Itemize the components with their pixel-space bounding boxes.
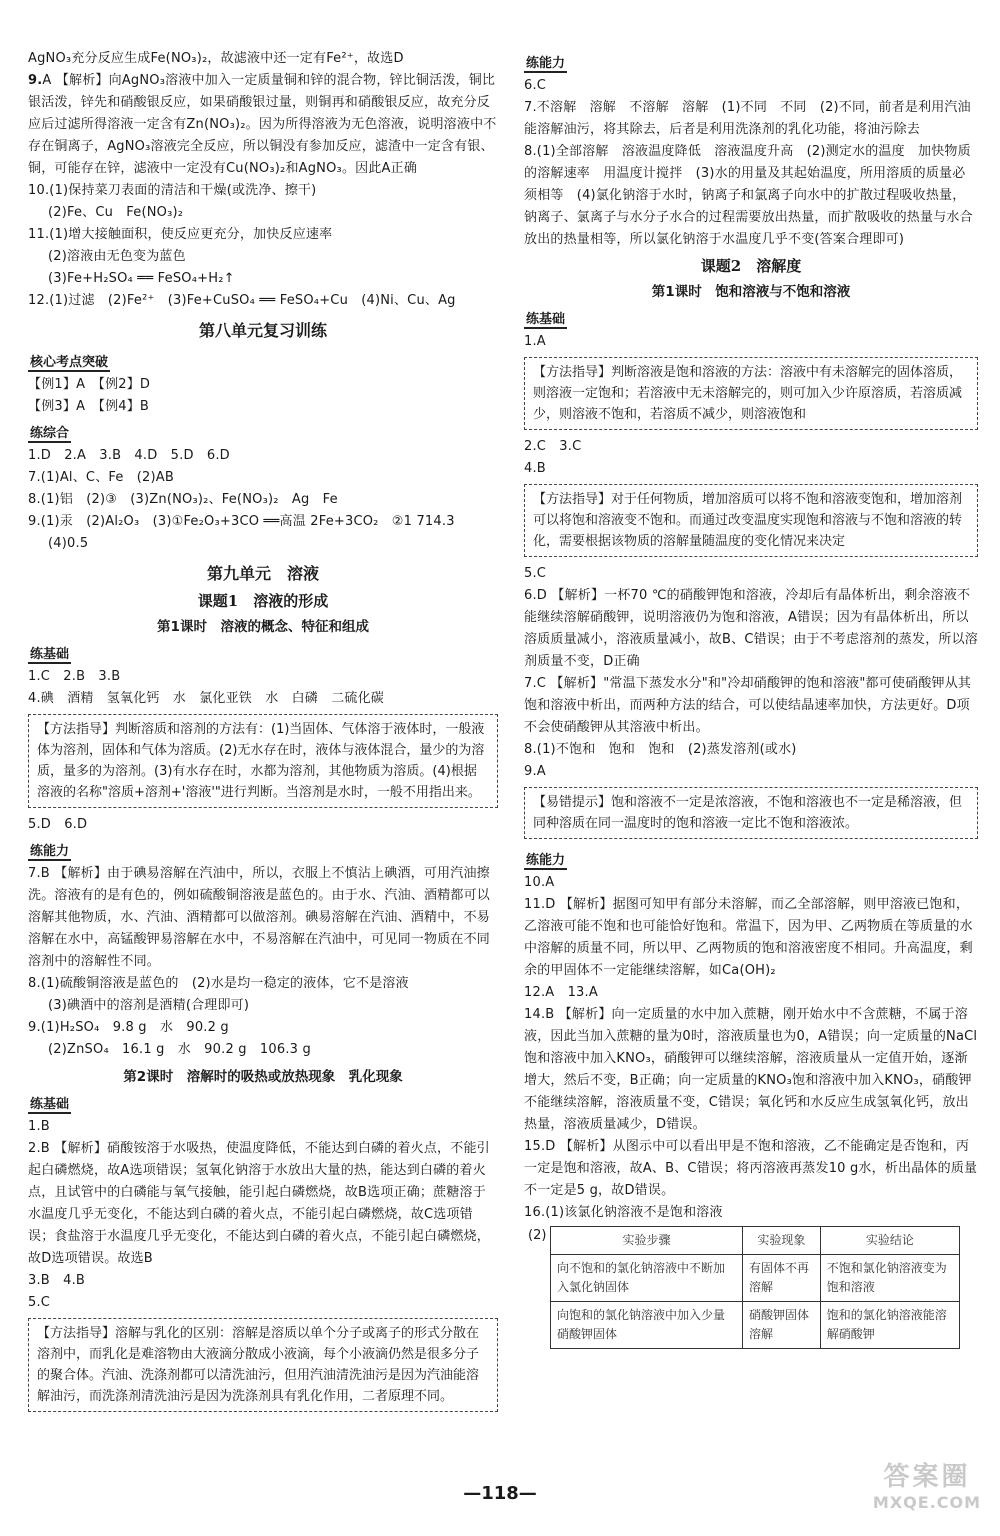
example-line: 【例1】A 【例2】D	[28, 377, 151, 392]
table-cell: 饱和的氯化钠溶液能溶解硝酸钾	[820, 1302, 959, 1349]
section-heading: 练综合	[28, 422, 71, 443]
answer-line: 1.A	[524, 334, 546, 349]
question-11: 11.(1)增大接触面积，使反应更充分，加快反应速率	[28, 227, 333, 242]
table-header: 实验步骤	[551, 1227, 743, 1255]
method-tip-box: 【方法指导】对于任何物质，增加溶质可以将不饱和溶液变饱和，增加溶剂可以将饱和溶液变不饱和。而通过改变温度实现饱和溶液与不饱和溶液的转化，需要根据该物质的溶解量随温度的变化情况来决定	[524, 484, 978, 557]
answer-line: 5.D 6.D	[28, 817, 88, 832]
question-9b: 9.(1)H₂SO₄ 9.8 g 水 90.2 g	[28, 1020, 229, 1035]
section-heading: 练能力	[524, 849, 567, 870]
answer-line: 1.B	[28, 1119, 50, 1134]
question-2: 2.B 【解析】硝酸铵溶于水吸热，使温度降低，不能达到白磷的着火点，不能引起白磷燃烧，故A选项错误；氢氧化钠溶于水放出大量的热，能达到白磷的着火点，且试管中的白磷能与氧气接触，能引起白磷燃烧，故B选项正确；蔗糖溶于水温度几乎无变化，不能达到白磷的着火点，不能引起白磷燃烧，故C选项错误；食盐溶于水温度几乎无变化，不能达到白磷的着火点，不能引起白磷燃烧，故D选项错误。故选B	[28, 1141, 491, 1266]
question-6: 6.D 【解析】一杯70 ℃的硝酸钾饱和溶液，冷却后有晶体析出，剩余溶液不能继续溶解硝酸钾，说明溶液仍为饱和溶液，A错误；因为有晶体析出，所以溶质质量减小，溶液质量减小，故B、C错误；由于不考虑溶剂的蒸发，所以溶剂质量不变，D正确	[524, 588, 978, 669]
question-number: 9.	[28, 73, 43, 88]
answer-line: 2.C 3.C	[524, 439, 582, 454]
experiment-table-wrap	[524, 1226, 978, 1349]
method-tip-box: 【方法指导】判断溶质和溶剂的方法有：(1)当固体、气体溶于液体时，一般液体为溶剂，固体和气体为溶质。(2)无水存在时，液体与液体混合，量少的为溶质，量多的为溶剂。(3)有水存在时，水都为溶剂，其他物质为溶质。(4)根据溶液的名称"溶质+溶剂+'溶液'"进行判断。当溶剂是水时，一般不用指出来。	[28, 714, 498, 808]
answer-line: 9.(1)汞 (2)Al₂O₃ (3)①Fe₂O₃+3CO ══高温 2Fe+3CO₂ ②1 714.3	[28, 514, 455, 529]
table-cell: 向不饱和的氯化钠溶液中不断加入氯化钠固体	[551, 1255, 743, 1302]
section-heading: 练基础	[28, 643, 71, 664]
watermark-text: 答案圈	[883, 1462, 971, 1492]
question-8-part: (3)碘酒中的溶剂是酒精(合理即可)	[48, 998, 250, 1013]
table-header: 实验结论	[820, 1227, 959, 1255]
answer-line: 5.C	[28, 1295, 51, 1310]
question-12: 12.(1)过滤 (2)Fe²⁺ (3)Fe+CuSO₄ ══ FeSO₄+Cu (4)Ni、Cu、Ag	[28, 293, 456, 308]
answer-line: 4.碘 酒精 氢氧化钙 水 氯化亚铁 水 白磷 二硫化碳	[28, 691, 385, 706]
period-title: 第2课时 溶解时的吸热或放热现象 乳化现象	[123, 1069, 403, 1085]
question-8: 8.(1)硫酸铜溶液是蓝色的 (2)水是均一稳定的液体，它不是溶液	[28, 976, 409, 991]
method-tip-box: 【方法指导】溶解与乳化的区别：溶解是溶质以单个分子或离子的形式分散在溶剂中，而乳化是难溶物由大液滴分散成小液滴，每个小液滴仍然是很多分子的聚合体。汽油、洗涤剂都可以清洗油污，但用汽油清洗油污是因为汽油能溶解油污，而洗涤剂清洗油污是因为洗涤剂具有乳化作用，二者原理不同。	[28, 1318, 498, 1412]
question-10-part: (2)Fe、Cu Fe(NO₃)₂	[48, 205, 184, 220]
question-14: 14.B 【解析】向一定质量的水中加入蔗糖，刚开始水中不含蔗糖，不属于溶液，因此当加入蔗糖的量为0时，溶液质量也为0，A错误；向一定质量的NaCl饱和溶液中加入KNO₃，硝酸钾可以继续溶解，溶液质量从一定值开始，逐渐增大，然后不变，B正确；向一定质量的KNO₃饱和溶液中加入KNO₃，硝酸钾不能继续溶解，溶液质量不变，C错误；氧化钙和水反应生成氢氧化钙，放出热量，溶液质量减少，D错误。	[524, 1007, 978, 1132]
table-prefix: (2)	[528, 1228, 547, 1243]
unit9-title: 第九单元 溶液	[206, 564, 319, 583]
table-cell: 不饱和氯化钠溶液变为饱和溶液	[820, 1255, 959, 1302]
text-line: AgNO₃充分反应生成Fe(NO₃)₂，故滤液中还一定有Fe²⁺，故选D	[28, 51, 404, 66]
method-tip-box: 【方法指导】判断溶液是饱和溶液的方法：溶液中有未溶解完的固体溶质，则溶液一定饱和；若溶液中无未溶解完的，则可加入少许原溶质，若溶质减少，则溶液不饱和，若溶质不减少，则溶液饱和	[524, 357, 978, 430]
question-7: 7.B 【解析】由于碘易溶解在汽油中，所以，衣服上不慎沾上碘酒，可用汽油擦洗。溶液有的是有色的，例如硫酸铜溶液是蓝色的。由于水、汽油、酒精都可以溶解其他物质，水、汽油、酒精都可以做溶剂。碘易溶解在汽油、酒精中，不易溶解在水中，高锰酸钾易溶解在水中，不易溶解在汽油中，可见同一物质在不同溶剂中的溶解性不同。	[28, 866, 491, 969]
question-11-part: (3)Fe+H₂SO₄ ══ FeSO₄+H₂↑	[48, 271, 235, 286]
error-tip-box: 【易错提示】饱和溶液不一定是浓溶液，不饱和溶液也不一定是稀溶液，但同种溶质在同一温度时的饱和溶液一定比不饱和溶液浓。	[524, 787, 978, 839]
question-16: 16.(1)该氯化钠溶液不是饱和溶液	[524, 1205, 723, 1220]
section-heading: 练能力	[28, 840, 71, 861]
question-9	[28, 70, 498, 180]
section-heading: 练基础	[28, 1093, 71, 1114]
table-cell: 硝酸钾固体溶解	[742, 1302, 820, 1349]
question-10: 10.A	[524, 875, 555, 890]
answer-line: 1.C 2.B 3.B	[28, 669, 121, 684]
unit8-title: 第八单元复习训练	[198, 321, 327, 340]
right-column	[524, 48, 978, 1349]
period-title: 第1课时 饱和溶液与不饱和溶液	[651, 284, 851, 300]
section-heading: 练能力	[524, 52, 567, 73]
lesson-title: 课题2 溶解度	[700, 257, 802, 275]
table-row	[551, 1255, 960, 1302]
section-heading: 核心考点突破	[28, 351, 110, 372]
table-row	[551, 1302, 960, 1349]
question-8: 8.(1)全部溶解 溶液温度降低 溶液温度升高 (2)测定水的温度 加快物质的溶解速率 用温度计搅拌 (3)水的用量及其起始温度，所用溶质的质量必须相等 (4)氯化钠溶于水时，钠离子和氯离子向水中的扩散过程吸收热量，钠离子、氯离子与水分子水合的过程需要放出热量，而扩散吸收的热量与水合放出的热量相等，所以氯化钠溶于水温度几乎不变(答案合理即可)	[524, 144, 973, 247]
answer-line: 6.C	[524, 78, 547, 93]
experiment-table	[550, 1226, 960, 1349]
period-title: 第1课时 溶液的概念、特征和组成	[157, 619, 369, 635]
question-7b: 7.C 【解析】"常温下蒸发水分"和"冷却硝酸钾的饱和溶液"都可使硝酸钾从其饱和溶液中析出，而两种方法的结合，可以使结晶速率加快，方法更好。D项不会使硝酸钾从其溶液中析出。	[524, 676, 972, 735]
answer-line: 8.(1)铝 (2)③ (3)Zn(NO₃)₂、Fe(NO₃)₂ Ag Fe	[28, 492, 338, 507]
answer-line: (4)0.5	[48, 536, 89, 551]
table-header: 实验现象	[742, 1227, 820, 1255]
watermark-logo	[868, 1456, 986, 1526]
lesson-title: 课题1 溶液的形成	[197, 592, 329, 610]
left-column	[28, 48, 498, 1418]
question-9: 9.A	[524, 764, 546, 779]
answer-line: 4.B	[524, 461, 546, 476]
question-9b-part: (2)ZnSO₄ 16.1 g 水 90.2 g 106.3 g	[48, 1042, 311, 1057]
answer-line: 7.(1)Al、C、Fe (2)AB	[28, 470, 174, 485]
question-7: 7.不溶解 溶解 不溶解 溶解 (1)不同 不同 (2)不同，前者是利用汽油能溶解油污，将其除去，后者是利用洗涤剂的乳化功能，将油污除去	[524, 100, 971, 137]
answer-line: 5.C	[524, 566, 547, 581]
table-cell: 有固体不再溶解	[742, 1255, 820, 1302]
page-number: —118—	[463, 1483, 537, 1504]
question-12-13: 12.A 13.A	[524, 985, 598, 1000]
question-8b: 8.(1)不饱和 饱和 饱和 (2)蒸发溶剂(或水)	[524, 742, 797, 757]
answer-text: A 【解析】向AgNO₃溶液中加入一定质量铜和锌的混合物，锌比铜活泼，铜比银活泼，锌先和硝酸银反应，如果硝酸银过量，则铜再和硝酸银反应，故充分反应后过滤所得溶液一定含有Zn(NO₃)₂。因为所得溶液为无色溶液，说明溶液中不存在铜离子，AgNO₃溶液完全反应，所以铜没有参加反应，滤渣中一定含有银、铜，可能存在锌，滤液中一定没有Cu(NO₃)₂和AgNO₃。因此A正确	[28, 73, 497, 176]
question-15: 15.D 【解析】从图示中可以看出甲是不饱和溶液，乙不能确定是否饱和，丙一定是饱和溶液，故A、B、C错误；将丙溶液再蒸发10 g水，析出晶体的质量不一定是5 g，故D错误。	[524, 1139, 978, 1198]
example-line: 【例3】A 【例4】B	[28, 399, 150, 414]
answer-line: 3.B 4.B	[28, 1273, 86, 1288]
section-heading: 练基础	[524, 308, 567, 329]
watermark-domain: MXQE.COM	[872, 1493, 982, 1512]
table-header-row	[551, 1227, 960, 1255]
question-11-part: (2)溶液由无色变为蓝色	[48, 249, 186, 264]
table-cell: 向饱和的氯化钠溶液中加入少量硝酸钾固体	[551, 1302, 743, 1349]
question-10: 10.(1)保持菜刀表面的清洁和干燥(或洗净、擦干)	[28, 183, 317, 198]
question-11: 11.D 【解析】据图可知甲有部分未溶解，而乙全部溶解，则甲溶液已饱和，乙溶液可能不饱和也可能恰好饱和。常温下，因为甲、乙两物质在等质量的水中溶解的质量不同，所以甲、乙两物质的饱和溶液密度不相同。升高温度，剩余的甲固体不一定能继续溶解，如Ca(OH)₂	[524, 897, 973, 978]
answer-line: 1.D 2.A 3.B 4.D 5.D 6.D	[28, 448, 230, 463]
